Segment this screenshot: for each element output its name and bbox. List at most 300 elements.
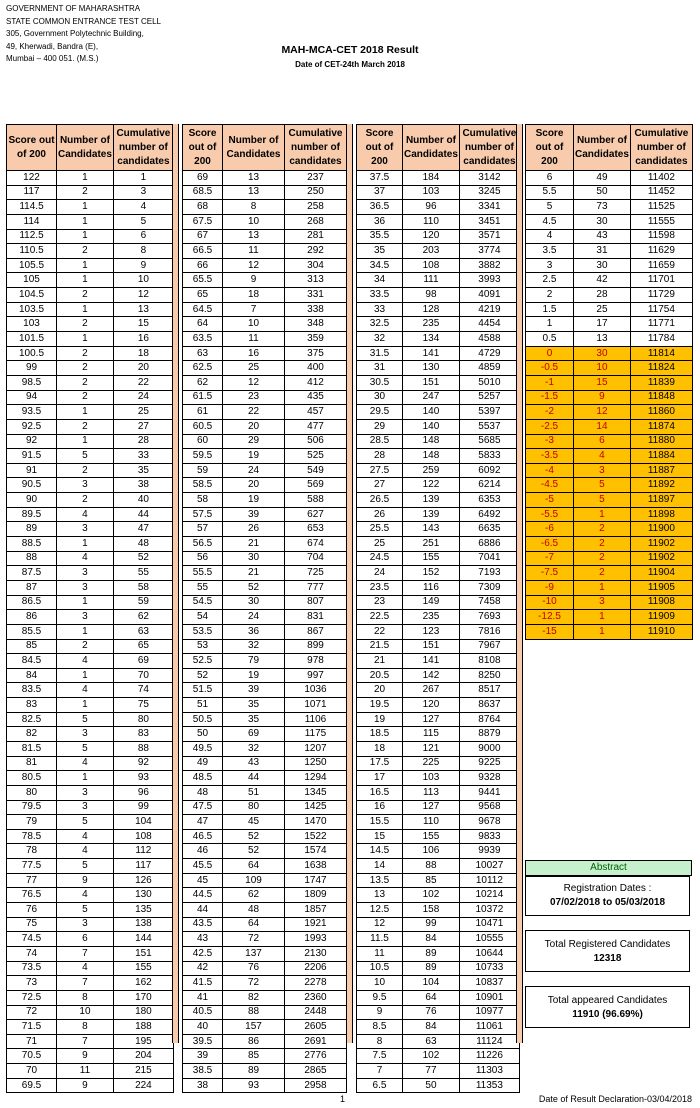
table-cell: 12: [223, 258, 285, 273]
table-row: [183, 434, 347, 449]
table-cell: 81: [7, 756, 57, 771]
table-cell: 1: [57, 171, 114, 186]
table-cell: 94: [7, 390, 57, 405]
table-row: [7, 463, 174, 478]
table-cell: 48: [113, 537, 173, 552]
table-cell: 137: [223, 946, 285, 961]
table-cell: 23: [357, 595, 403, 610]
table-cell: 2: [57, 244, 114, 259]
table-cell: 7: [57, 1034, 114, 1049]
table-cell: 12: [223, 375, 285, 390]
table-row: [183, 1064, 347, 1079]
table-cell: 704: [285, 551, 347, 566]
table-row: [183, 302, 347, 317]
table-cell: 122: [7, 171, 57, 186]
table-row: [526, 566, 693, 581]
table-cell: 30: [574, 258, 631, 273]
table-cell: 1921: [285, 917, 347, 932]
table-row: [357, 229, 520, 244]
table-cell: 93.5: [7, 405, 57, 420]
table-row: [183, 317, 347, 332]
table-cell: 1: [57, 302, 114, 317]
table-cell: 31.5: [357, 346, 403, 361]
table-cell: 1470: [285, 815, 347, 830]
table-cell: 11897: [630, 493, 692, 508]
table-cell: 2206: [285, 961, 347, 976]
table-cell: 117: [7, 185, 57, 200]
table-cell: 5010: [459, 375, 519, 390]
table-cell: 99: [403, 917, 460, 932]
table-cell: 3: [57, 785, 114, 800]
table-cell: 10.5: [357, 961, 403, 976]
table-row: [357, 654, 520, 669]
table-cell: 5: [57, 815, 114, 830]
table-cell: 16: [223, 346, 285, 361]
table-cell: 7693: [459, 610, 519, 625]
table-cell: 69: [183, 171, 223, 186]
column-separator: [172, 124, 179, 1043]
column-header: Score out of 200: [526, 125, 574, 171]
table-cell: 103: [403, 771, 460, 786]
table-row: [183, 185, 347, 200]
table-cell: 49.5: [183, 741, 223, 756]
table-row: [7, 873, 174, 888]
table-row: [183, 463, 347, 478]
table-cell: 4454: [459, 317, 519, 332]
table-cell: 2776: [285, 1049, 347, 1064]
table-cell: 6: [113, 229, 173, 244]
result-declaration-date: Date of Result Declaration-03/04/2018: [538, 1094, 692, 1104]
table-cell: 49: [574, 171, 631, 186]
table-cell: 88: [403, 859, 460, 874]
table-cell: 4: [57, 756, 114, 771]
table-row: [7, 1020, 174, 1035]
table-cell: 10: [113, 273, 173, 288]
table-cell: 28: [357, 449, 403, 464]
table-cell: 76: [403, 1005, 460, 1020]
table-cell: 11: [223, 244, 285, 259]
table-cell: 26: [223, 522, 285, 537]
table-cell: 62: [183, 375, 223, 390]
table-cell: 4219: [459, 302, 519, 317]
table-cell: 978: [285, 654, 347, 669]
table-row: [357, 698, 520, 713]
table-cell: 5: [574, 478, 631, 493]
table-cell: 4: [57, 844, 114, 859]
table-cell: 3341: [459, 200, 519, 215]
table-cell: 11452: [630, 185, 692, 200]
table-cell: 10: [223, 317, 285, 332]
table-row: [357, 1064, 520, 1079]
table-cell: 30: [574, 346, 631, 361]
table-cell: 23: [223, 390, 285, 405]
table-cell: 170: [113, 990, 173, 1005]
table-cell: 69.5: [7, 1078, 57, 1093]
table-cell: 8637: [459, 698, 519, 713]
table-cell: 2: [57, 346, 114, 361]
table-row: [7, 683, 174, 698]
table-cell: 506: [285, 434, 347, 449]
table-row: [526, 580, 693, 595]
table-row: [7, 390, 174, 405]
table-cell: 1638: [285, 859, 347, 874]
table-cell: 130: [113, 888, 173, 903]
table-cell: 3: [574, 595, 631, 610]
table-row: [357, 1005, 520, 1020]
table-cell: 3: [57, 727, 114, 742]
table-cell: 250: [285, 185, 347, 200]
table-cell: 13: [223, 185, 285, 200]
table-cell: 2360: [285, 990, 347, 1005]
table-cell: 103: [7, 317, 57, 332]
table-row: [7, 244, 174, 259]
table-cell: 215: [113, 1064, 173, 1079]
column-header: Score out of 200: [357, 125, 403, 171]
table-cell: 1993: [285, 932, 347, 947]
table-row: [183, 288, 347, 303]
table-cell: 105.5: [7, 258, 57, 273]
table-row: [357, 171, 520, 186]
table-cell: 9568: [459, 800, 519, 815]
table-row: [183, 785, 347, 800]
registered-candidates-box: [525, 930, 690, 972]
table-row: [7, 932, 174, 947]
table-cell: 44: [183, 903, 223, 918]
table-cell: 21: [223, 566, 285, 581]
table-cell: 10644: [459, 946, 519, 961]
table-cell: 4729: [459, 346, 519, 361]
table-cell: 7458: [459, 595, 519, 610]
table-cell: 588: [285, 493, 347, 508]
table-row: [526, 346, 693, 361]
table-cell: 64: [223, 917, 285, 932]
table-cell: 90: [7, 493, 57, 508]
table-cell: 40.5: [183, 1005, 223, 1020]
table-cell: 11.5: [357, 932, 403, 947]
table-row: [357, 595, 520, 610]
table-cell: 72: [223, 932, 285, 947]
table-cell: 4859: [459, 361, 519, 376]
table-cell: 152: [403, 566, 460, 581]
table-cell: 37.5: [357, 171, 403, 186]
table-row: [183, 405, 347, 420]
table-row: [183, 551, 347, 566]
table-cell: 7193: [459, 566, 519, 581]
table-cell: 9: [574, 390, 631, 405]
table-cell: 76: [223, 961, 285, 976]
table-row: [7, 756, 174, 771]
org-line: 305, Government Polytechnic Building,: [6, 29, 144, 38]
table-row: [526, 405, 693, 420]
table-cell: 2130: [285, 946, 347, 961]
table-cell: 10027: [459, 859, 519, 874]
table-row: [526, 244, 693, 259]
table-cell: 83.5: [7, 683, 57, 698]
table-row: [183, 844, 347, 859]
table-cell: 77: [7, 873, 57, 888]
table-cell: 3.5: [526, 244, 574, 259]
table-cell: 13.5: [357, 873, 403, 888]
table-cell: 2: [57, 361, 114, 376]
table-cell: 11598: [630, 229, 692, 244]
table-cell: 30: [223, 551, 285, 566]
table-cell: 8: [223, 200, 285, 215]
table-cell: 73.5: [7, 961, 57, 976]
table-cell: 1: [57, 332, 114, 347]
table-cell: 70: [7, 1064, 57, 1079]
table-cell: 80: [113, 712, 173, 727]
table-cell: -15: [526, 624, 574, 639]
table-cell: 54: [183, 610, 223, 625]
organization-address: [6, 3, 161, 66]
page-number: 1: [340, 1094, 346, 1104]
table-cell: 130: [403, 361, 460, 376]
table-row: [7, 712, 174, 727]
table-row: [183, 449, 347, 464]
table-cell: 2: [574, 537, 631, 552]
table-cell: 22: [357, 624, 403, 639]
table-cell: 89: [223, 1064, 285, 1079]
table-cell: 84: [403, 932, 460, 947]
table-cell: 82.5: [7, 712, 57, 727]
table-row: [526, 258, 693, 273]
table-cell: 25: [113, 405, 173, 420]
table-cell: 11771: [630, 317, 692, 332]
table-cell: 5: [57, 903, 114, 918]
table-cell: -5.5: [526, 507, 574, 522]
table-cell: 105: [7, 273, 57, 288]
table-cell: 11: [223, 332, 285, 347]
table-cell: 85: [7, 639, 57, 654]
table-cell: 33: [113, 449, 173, 464]
page-title: MAH-MCA-CET 2018 Result: [281, 44, 419, 56]
table-cell: 88: [223, 1005, 285, 1020]
table-cell: 7967: [459, 639, 519, 654]
table-row: [7, 419, 174, 434]
table-cell: 348: [285, 317, 347, 332]
table-cell: 188: [113, 1020, 173, 1035]
table-cell: 10977: [459, 1005, 519, 1020]
table-cell: 14.5: [357, 844, 403, 859]
table-cell: 20: [113, 361, 173, 376]
table-cell: 3571: [459, 229, 519, 244]
table-cell: 64.5: [183, 302, 223, 317]
table-cell: 10: [574, 361, 631, 376]
table-row: [183, 1005, 347, 1020]
table-cell: 47: [183, 815, 223, 830]
table-cell: 34: [357, 273, 403, 288]
table-cell: 52.5: [183, 654, 223, 669]
table-cell: 57: [183, 522, 223, 537]
table-cell: -6: [526, 522, 574, 537]
table-row: [183, 537, 347, 552]
table-cell: 16.5: [357, 785, 403, 800]
table-row: [7, 610, 174, 625]
table-cell: 60: [183, 434, 223, 449]
table-cell: 44.5: [183, 888, 223, 903]
table-row: [357, 771, 520, 786]
table-cell: 12: [113, 288, 173, 303]
table-cell: 29.5: [357, 405, 403, 420]
table-cell: 29: [357, 419, 403, 434]
table-row: [183, 741, 347, 756]
table-cell: 9441: [459, 785, 519, 800]
table-cell: 11814: [630, 346, 692, 361]
table-cell: 80: [7, 785, 57, 800]
table-cell: 140: [403, 405, 460, 420]
table-row: [7, 361, 174, 376]
appeared-candidates-value: 11910 (96.69%): [572, 1009, 643, 1020]
table-cell: 11: [357, 946, 403, 961]
table-row: [7, 449, 174, 464]
table-row: [7, 1049, 174, 1064]
column-header: Cumulative number of candidates: [113, 125, 173, 171]
table-cell: 4: [57, 888, 114, 903]
table-row: [7, 171, 174, 186]
table-row: [7, 537, 174, 552]
table-cell: 19: [223, 668, 285, 683]
table-cell: 70: [113, 668, 173, 683]
table-cell: 40: [183, 1020, 223, 1035]
table-cell: 3451: [459, 214, 519, 229]
table-cell: 114.5: [7, 200, 57, 215]
table-cell: 162: [113, 976, 173, 991]
table-row: [526, 171, 693, 186]
table-row: [357, 1020, 520, 1035]
table-row: [357, 200, 520, 215]
table-cell: 52: [223, 580, 285, 595]
table-cell: 47: [113, 522, 173, 537]
table-cell: 59.5: [183, 449, 223, 464]
table-cell: 9: [57, 1078, 114, 1093]
table-cell: 19: [223, 449, 285, 464]
table-cell: 43: [574, 229, 631, 244]
table-row: [183, 273, 347, 288]
column-header: Score out of 200: [183, 125, 223, 171]
table-cell: 128: [403, 302, 460, 317]
table-cell: 151: [113, 946, 173, 961]
table-cell: 20: [357, 683, 403, 698]
table-cell: 3142: [459, 171, 519, 186]
table-row: [7, 976, 174, 991]
table-row: [526, 332, 693, 347]
table-row: [7, 258, 174, 273]
table-cell: 15: [574, 375, 631, 390]
table-row: [7, 214, 174, 229]
table-cell: 104.5: [7, 288, 57, 303]
table-cell: 2.5: [526, 273, 574, 288]
table-cell: 1106: [285, 712, 347, 727]
table-row: [357, 507, 520, 522]
table-row: [7, 493, 174, 508]
table-cell: 155: [113, 961, 173, 976]
table-row: [357, 917, 520, 932]
table-cell: 2: [526, 288, 574, 303]
table-cell: 25: [574, 302, 631, 317]
table-row: [7, 800, 174, 815]
table-row: [357, 288, 520, 303]
table-cell: 5: [57, 859, 114, 874]
table-cell: -7: [526, 551, 574, 566]
table-cell: 1: [57, 200, 114, 215]
table-cell: 10555: [459, 932, 519, 947]
table-cell: 867: [285, 624, 347, 639]
table-cell: 39.5: [183, 1034, 223, 1049]
table-row: [183, 493, 347, 508]
table-cell: 627: [285, 507, 347, 522]
table-row: [357, 258, 520, 273]
table-cell: 11402: [630, 171, 692, 186]
table-cell: 60.5: [183, 419, 223, 434]
table-row: [7, 741, 174, 756]
table-cell: 25: [357, 537, 403, 552]
table-cell: 235: [403, 610, 460, 625]
table-row: [183, 214, 347, 229]
table-cell: 46: [183, 844, 223, 859]
table-cell: 17.5: [357, 756, 403, 771]
table-row: [7, 229, 174, 244]
table-row: [183, 346, 347, 361]
table-cell: 807: [285, 595, 347, 610]
table-row: [357, 419, 520, 434]
table-row: [357, 829, 520, 844]
table-cell: 4: [57, 507, 114, 522]
table-cell: 9: [57, 1049, 114, 1064]
table-cell: 120: [403, 698, 460, 713]
table-row: [526, 463, 693, 478]
table-cell: 7816: [459, 624, 519, 639]
table-cell: 412: [285, 375, 347, 390]
table-cell: 67: [183, 229, 223, 244]
table-cell: 76.5: [7, 888, 57, 903]
table-cell: 62: [113, 610, 173, 625]
table-cell: 57.5: [183, 507, 223, 522]
table-row: [357, 785, 520, 800]
table-row: [357, 859, 520, 874]
table-cell: 10733: [459, 961, 519, 976]
table-cell: 1250: [285, 756, 347, 771]
table-row: [7, 903, 174, 918]
table-cell: 7: [223, 302, 285, 317]
table-cell: 80: [223, 800, 285, 815]
table-cell: -3: [526, 434, 574, 449]
score-table-3: [356, 124, 520, 1093]
table-cell: 109: [223, 873, 285, 888]
table-cell: 13: [357, 888, 403, 903]
table-cell: 148: [403, 434, 460, 449]
table-row: [357, 888, 520, 903]
table-cell: 3245: [459, 185, 519, 200]
table-cell: 1425: [285, 800, 347, 815]
table-cell: -0.5: [526, 361, 574, 376]
table-row: [357, 668, 520, 683]
table-row: [526, 185, 693, 200]
table-row: [7, 829, 174, 844]
table-cell: 18: [113, 346, 173, 361]
table-row: [357, 932, 520, 947]
table-cell: 43: [183, 932, 223, 947]
table-cell: 89.5: [7, 507, 57, 522]
table-row: [7, 815, 174, 830]
table-cell: 1: [57, 668, 114, 683]
table-cell: 5.5: [526, 185, 574, 200]
table-row: [526, 610, 693, 625]
table-row: [183, 419, 347, 434]
table-cell: 141: [403, 654, 460, 669]
table-row: [357, 244, 520, 259]
table-cell: 2691: [285, 1034, 347, 1049]
table-cell: 12.5: [357, 903, 403, 918]
